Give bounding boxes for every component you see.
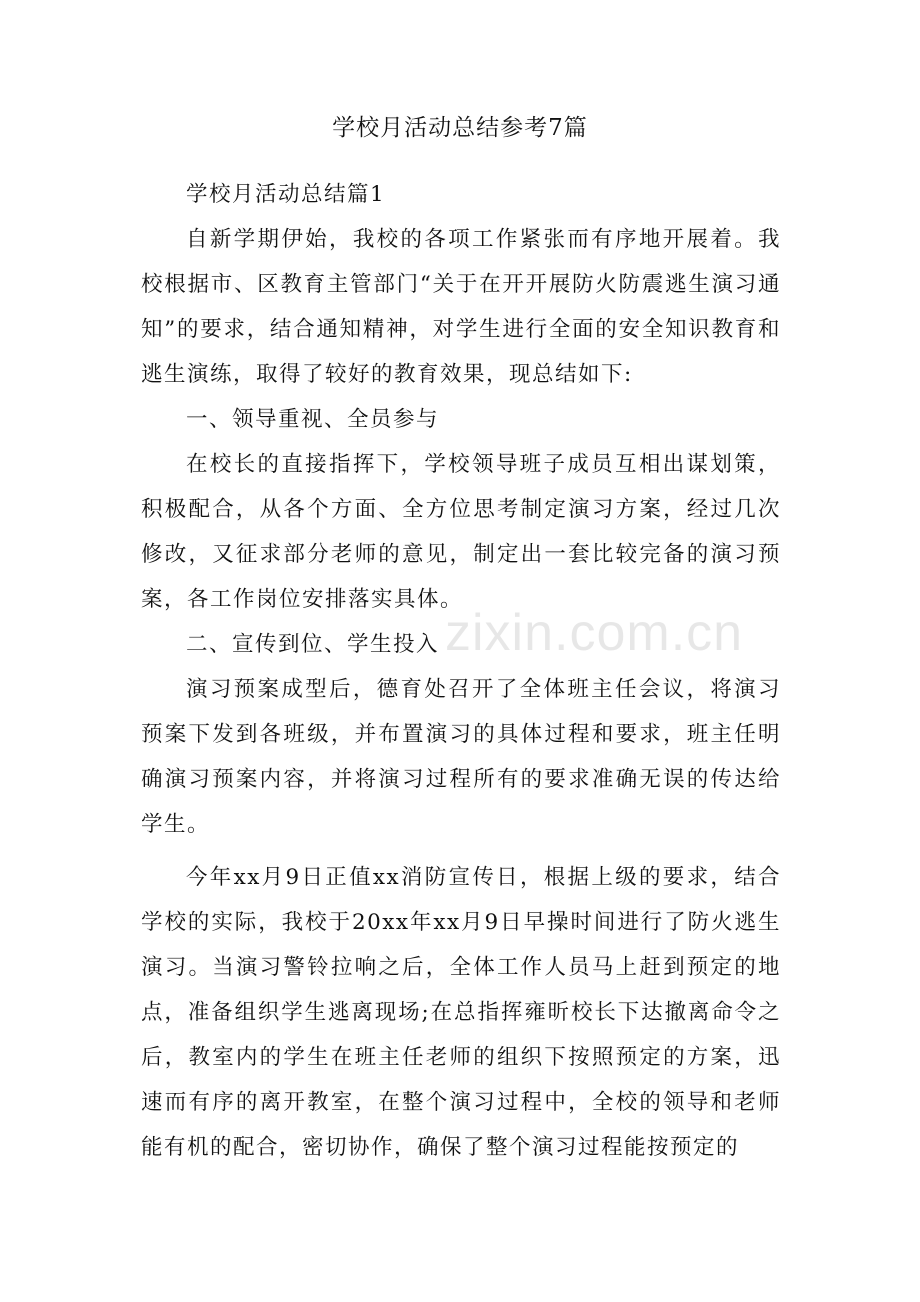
paragraph-leadership: 在校长的直接指挥下，学校领导班子成员互相出谋划策，积极配合，从各个方面、全方位思考制定演习方案，经过几次修改，又征求部分老师的意见，制定出一套比较完备的演习预案，各工作岗位安排落实具体。 [141, 452, 781, 612]
section-heading-publicity: 二、宣传到位、学生投入 [186, 632, 440, 657]
document-title: 学校月活动总结参考7篇 [332, 115, 588, 141]
section-heading-1: 学校月活动总结篇1 [186, 182, 386, 207]
document-body [141, 172, 781, 1170]
paragraph-intro: 自新学期伊始，我校的各项工作紧张而有序地开展着。我校根据市、区教育主管部门“关于在开开展防火防震逃生演习通知”的要求，结合通知精神，对学生进行全面的安全知识教育和逃生演练，取得了较好的教育效果，现总结如下: [141, 227, 781, 387]
watermark-text: zixin.com.cn [445, 604, 744, 662]
section-heading-leadership: 一、领导重视、全员参与 [186, 407, 440, 432]
paragraph-publicity: 演习预案成型后，德育处召开了全体班主任会议，将演习预案下发到各班级，并布置演习的具体过程和要求，班主任明确演习预案内容，并将演习过程所有的要求准确无误的传达给学生。 [141, 677, 781, 837]
paragraph-drill: 今年xx月9日正值xx消防宣传日，根据上级的要求，结合学校的实际，我校于20xx年xx月9日早操时间进行了防火逃生演习。当演习警铃拉响之后，全体工作人员马上赶到预定的地点，准备组织学生逃离现场;在总指挥雍昕校长下达撤离命令之后，教室内的学生在班主任老师的组织下按照预定的方案，迅速而有序的离开教室，在整个演习过程中，全校的领导和老师能有机的配合，密切协作，确保了整个演习过程能按预定的 [141, 865, 781, 1160]
